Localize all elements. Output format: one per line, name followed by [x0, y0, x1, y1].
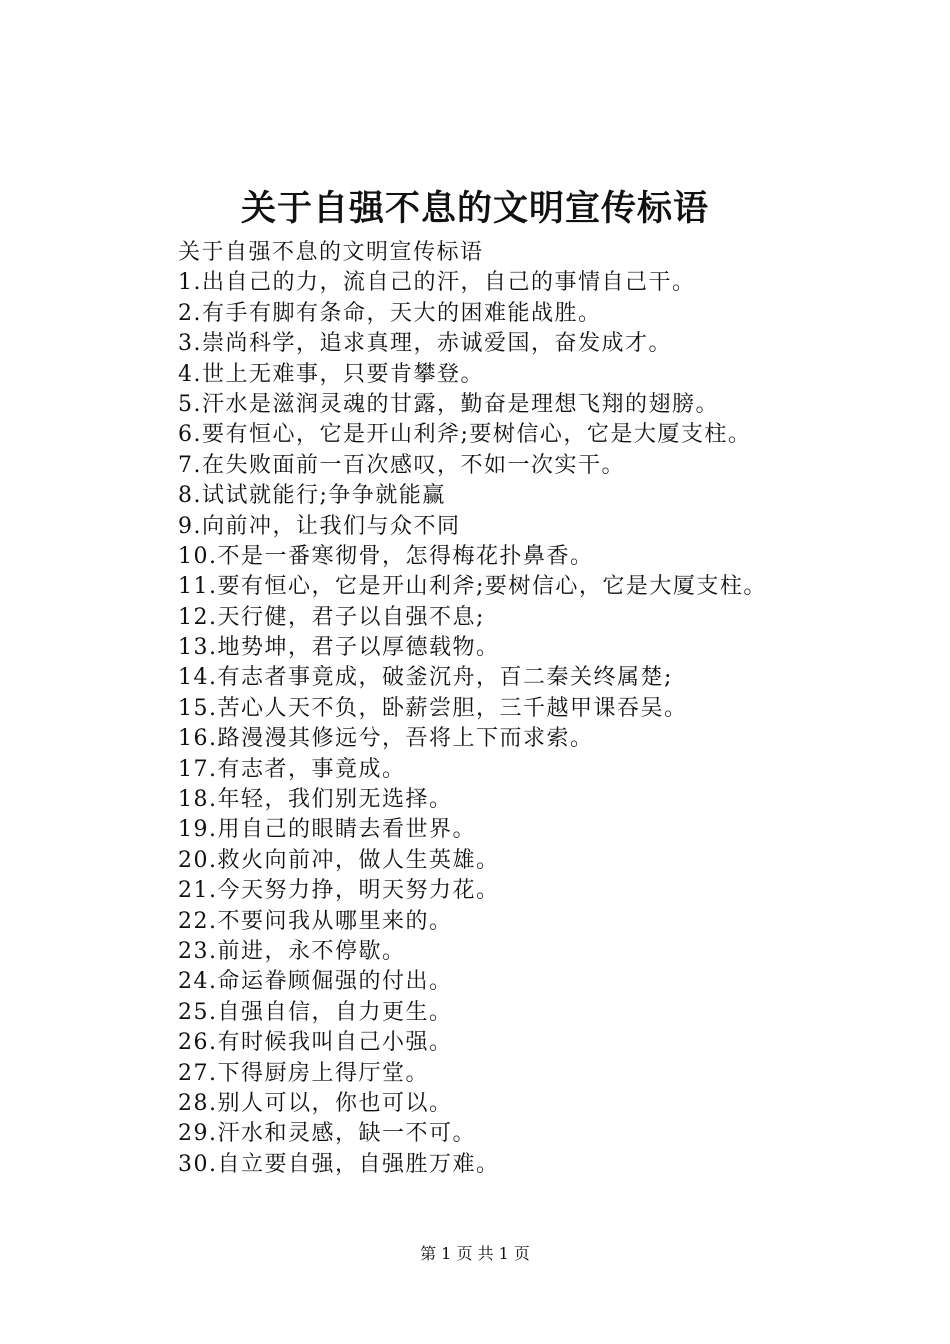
slogan-item: 4.世上无难事，只要肯攀登。	[178, 361, 484, 387]
document-body	[178, 238, 898, 1180]
slogan-item: 12.天行健，君子以自强不息;	[178, 604, 485, 630]
slogan-item: 28.别人可以，你也可以。	[178, 1090, 453, 1116]
page-title: 关于自强不息的文明宣传标语	[240, 188, 709, 229]
slogan-item: 16.路漫漫其修远兮，吾将上下而求索。	[178, 726, 594, 752]
slogan-item: 20.救火向前冲，做人生英雄。	[178, 847, 500, 873]
slogan-item: 9.向前冲，让我们与众不同	[178, 513, 461, 539]
slogan-item: 23.前进，永不停歇。	[178, 938, 406, 964]
slogan-item: 29.汗水和灵感，缺一不可。	[178, 1121, 476, 1147]
slogan-item: 11.要有恒心，它是开山利斧;要树信心，它是大厦支柱。	[178, 574, 767, 600]
slogan-item: 30.自立要自强，自强胜万难。	[178, 1151, 500, 1177]
slogan-item: 17.有志者，事竟成。	[178, 756, 406, 782]
slogan-item: 13.地势坤，君子以厚德载物。	[178, 635, 500, 661]
slogan-item: 6.要有恒心，它是开山利斧;要树信心，它是大厦支柱。	[178, 422, 752, 448]
slogan-item: 22.不要问我从哪里来的。	[178, 908, 453, 934]
slogan-item: 27.下得厨房上得厅堂。	[178, 1060, 429, 1086]
slogan-item: 14.有志者事竟成，破釜沉舟，百二秦关终属楚;	[178, 665, 673, 691]
slogan-item: 19.用自己的眼睛去看世界。	[178, 817, 476, 843]
slogan-item: 25.自强自信，自力更生。	[178, 999, 453, 1025]
slogan-item: 3.崇尚科学，追求真理，赤诚爱国，奋发成才。	[178, 331, 672, 357]
slogan-item: 24.命运眷顾倔强的付出。	[178, 969, 453, 995]
slogan-item: 8.试试就能行;争争就能赢	[178, 483, 446, 509]
document-subtitle: 关于自强不息的文明宣传标语	[178, 240, 484, 265]
slogan-item: 21.今天努力挣，明天努力花。	[178, 878, 500, 904]
slogan-item: 1.出自己的力，流自己的汗，自己的事情自己干。	[178, 270, 696, 296]
slogan-item: 5.汗水是滋润灵魂的甘露，勤奋是理想飞翔的翅膀。	[178, 391, 719, 417]
slogan-item: 15.苦心人天不负，卧薪尝胆，三千越甲课吞吴。	[178, 695, 688, 721]
slogan-item: 18.年轻，我们别无选择。	[178, 787, 453, 813]
slogan-item: 26.有时候我叫自己小强。	[178, 1030, 453, 1056]
slogan-item: 2.有手有脚有条命，天大的困难能战胜。	[178, 300, 602, 326]
slogan-item: 10.不是一番寒彻骨，怎得梅花扑鼻香。	[178, 543, 594, 569]
page-footer: 第 1 页 共 1 页	[420, 1244, 530, 1263]
slogan-item: 7.在失败面前一百次感叹，不如一次实干。	[178, 452, 625, 478]
